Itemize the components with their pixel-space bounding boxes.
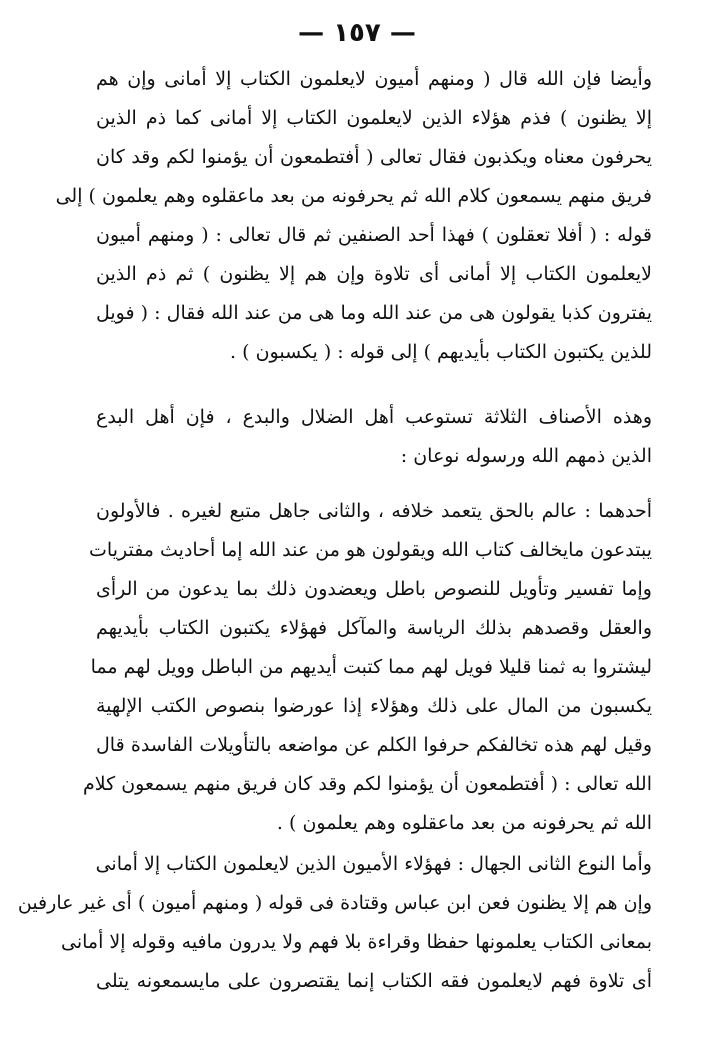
text-line: وإن هم إلا يظنون فعن ابن عباس وقتادة فى قوله ( ومنهم أميون ) أى غير عارفين	[17, 892, 652, 914]
text-line: وأيضا فإن الله قال ( ومنهم أميون لايعلمون الكتاب إلا أمانى وإن هم	[96, 68, 652, 90]
paragraph-3	[83, 492, 652, 843]
text-line: يبتدعون مايخالف كتاب الله ويقولون هو من عند الله إما أحاديث مفتريات	[89, 539, 652, 561]
text-line: أحدهما : عالم بالحق يتعمد خلافه ، والثانى جاهل متبع لغيره . فالأولون	[96, 500, 652, 522]
text-line: لايعلمون الكتاب إلا أمانى أى تلاوة وإن هم إلا يظنون ) ثم ذم الذين	[96, 263, 652, 285]
paragraph-1	[55, 60, 652, 372]
text-line: ليشتروا به ثمنا قليلا فويل لهم مما كتبت أيديهم من الباطل وويل لهم مما	[90, 656, 652, 678]
text-line: قوله : ( أفلا تعقلون ) فهذا أحد الصنفين ثم قال تعالى : ( ومنهم أميون	[96, 224, 652, 246]
text-line: والعقل وقصدهم بذلك الرياسة والمآكل فهؤلاء يكتبون الكتاب بأيديهم	[96, 617, 652, 639]
text-line: وهذه الأصناف الثلاثة تستوعب أهل الضلال والبدع ، فإن أهل البدع	[96, 406, 652, 428]
text-line: يفترون كذبا يقولون هى من عند الله وما هى من عند الله فقال : ( فويل	[96, 302, 652, 324]
text-line: يحرفون معناه ويكذبون فقال تعالى ( أفتطمعون أن يؤمنوا لكم وقد كان	[96, 146, 652, 168]
page-number: — ١٥٧ —	[298, 18, 416, 48]
text-line: أى تلاوة فهم لايعلمون فقه الكتاب إنما يقتصرون على مايسمعونه يتلى	[96, 970, 652, 992]
text-line: الذين ذمهم الله ورسوله نوعان :	[400, 445, 652, 467]
text-line: يكسبون من المال على ذلك وهؤلاء إذا عورضوا بنصوص الكتب الإلهية	[96, 695, 652, 717]
text-line: إلا يظنون ) فذم هؤلاء الذين لايعلمون الكتاب إلا أمانى كما ذم الذين	[96, 107, 652, 129]
text-line: الله ثم يحرفونه من بعد ماعقلوه وهم يعلمون ) .	[276, 812, 652, 834]
text-line: الله تعالى : ( أفتطمعون أن يؤمنوا لكم وقد كان فريق منهم يسمعون كلام	[83, 773, 652, 795]
text-line: وإما تفسير وتأويل للنصوص باطل ويعضدون ذلك بما يدعون من الرأى	[96, 578, 652, 600]
paragraph-4	[17, 845, 652, 1001]
text-line: فريق منهم يسمعون كلام الله ثم يحرفونه من بعد ماعقلوه وهم يعلمون ) إلى	[55, 185, 652, 207]
text-line: للذين يكتبون الكتاب بأيديهم ) إلى قوله : ( يكسبون ) .	[230, 341, 652, 363]
text-line: وأما النوع الثانى الجهال : فهؤلاء الأميون الذين لايعلمون الكتاب إلا أمانى	[95, 853, 652, 875]
text-line: بمعانى الكتاب يعلمونها حفظا وقراءة بلا فهم ولا يدرون مافيه وقوله إلا أمانى	[60, 931, 652, 953]
paragraph-2	[96, 398, 652, 476]
text-line: وقيل لهم هذه تخالفكم حرفوا الكلم عن مواضعه بالتأويلات الفاسدة قال	[96, 734, 652, 756]
